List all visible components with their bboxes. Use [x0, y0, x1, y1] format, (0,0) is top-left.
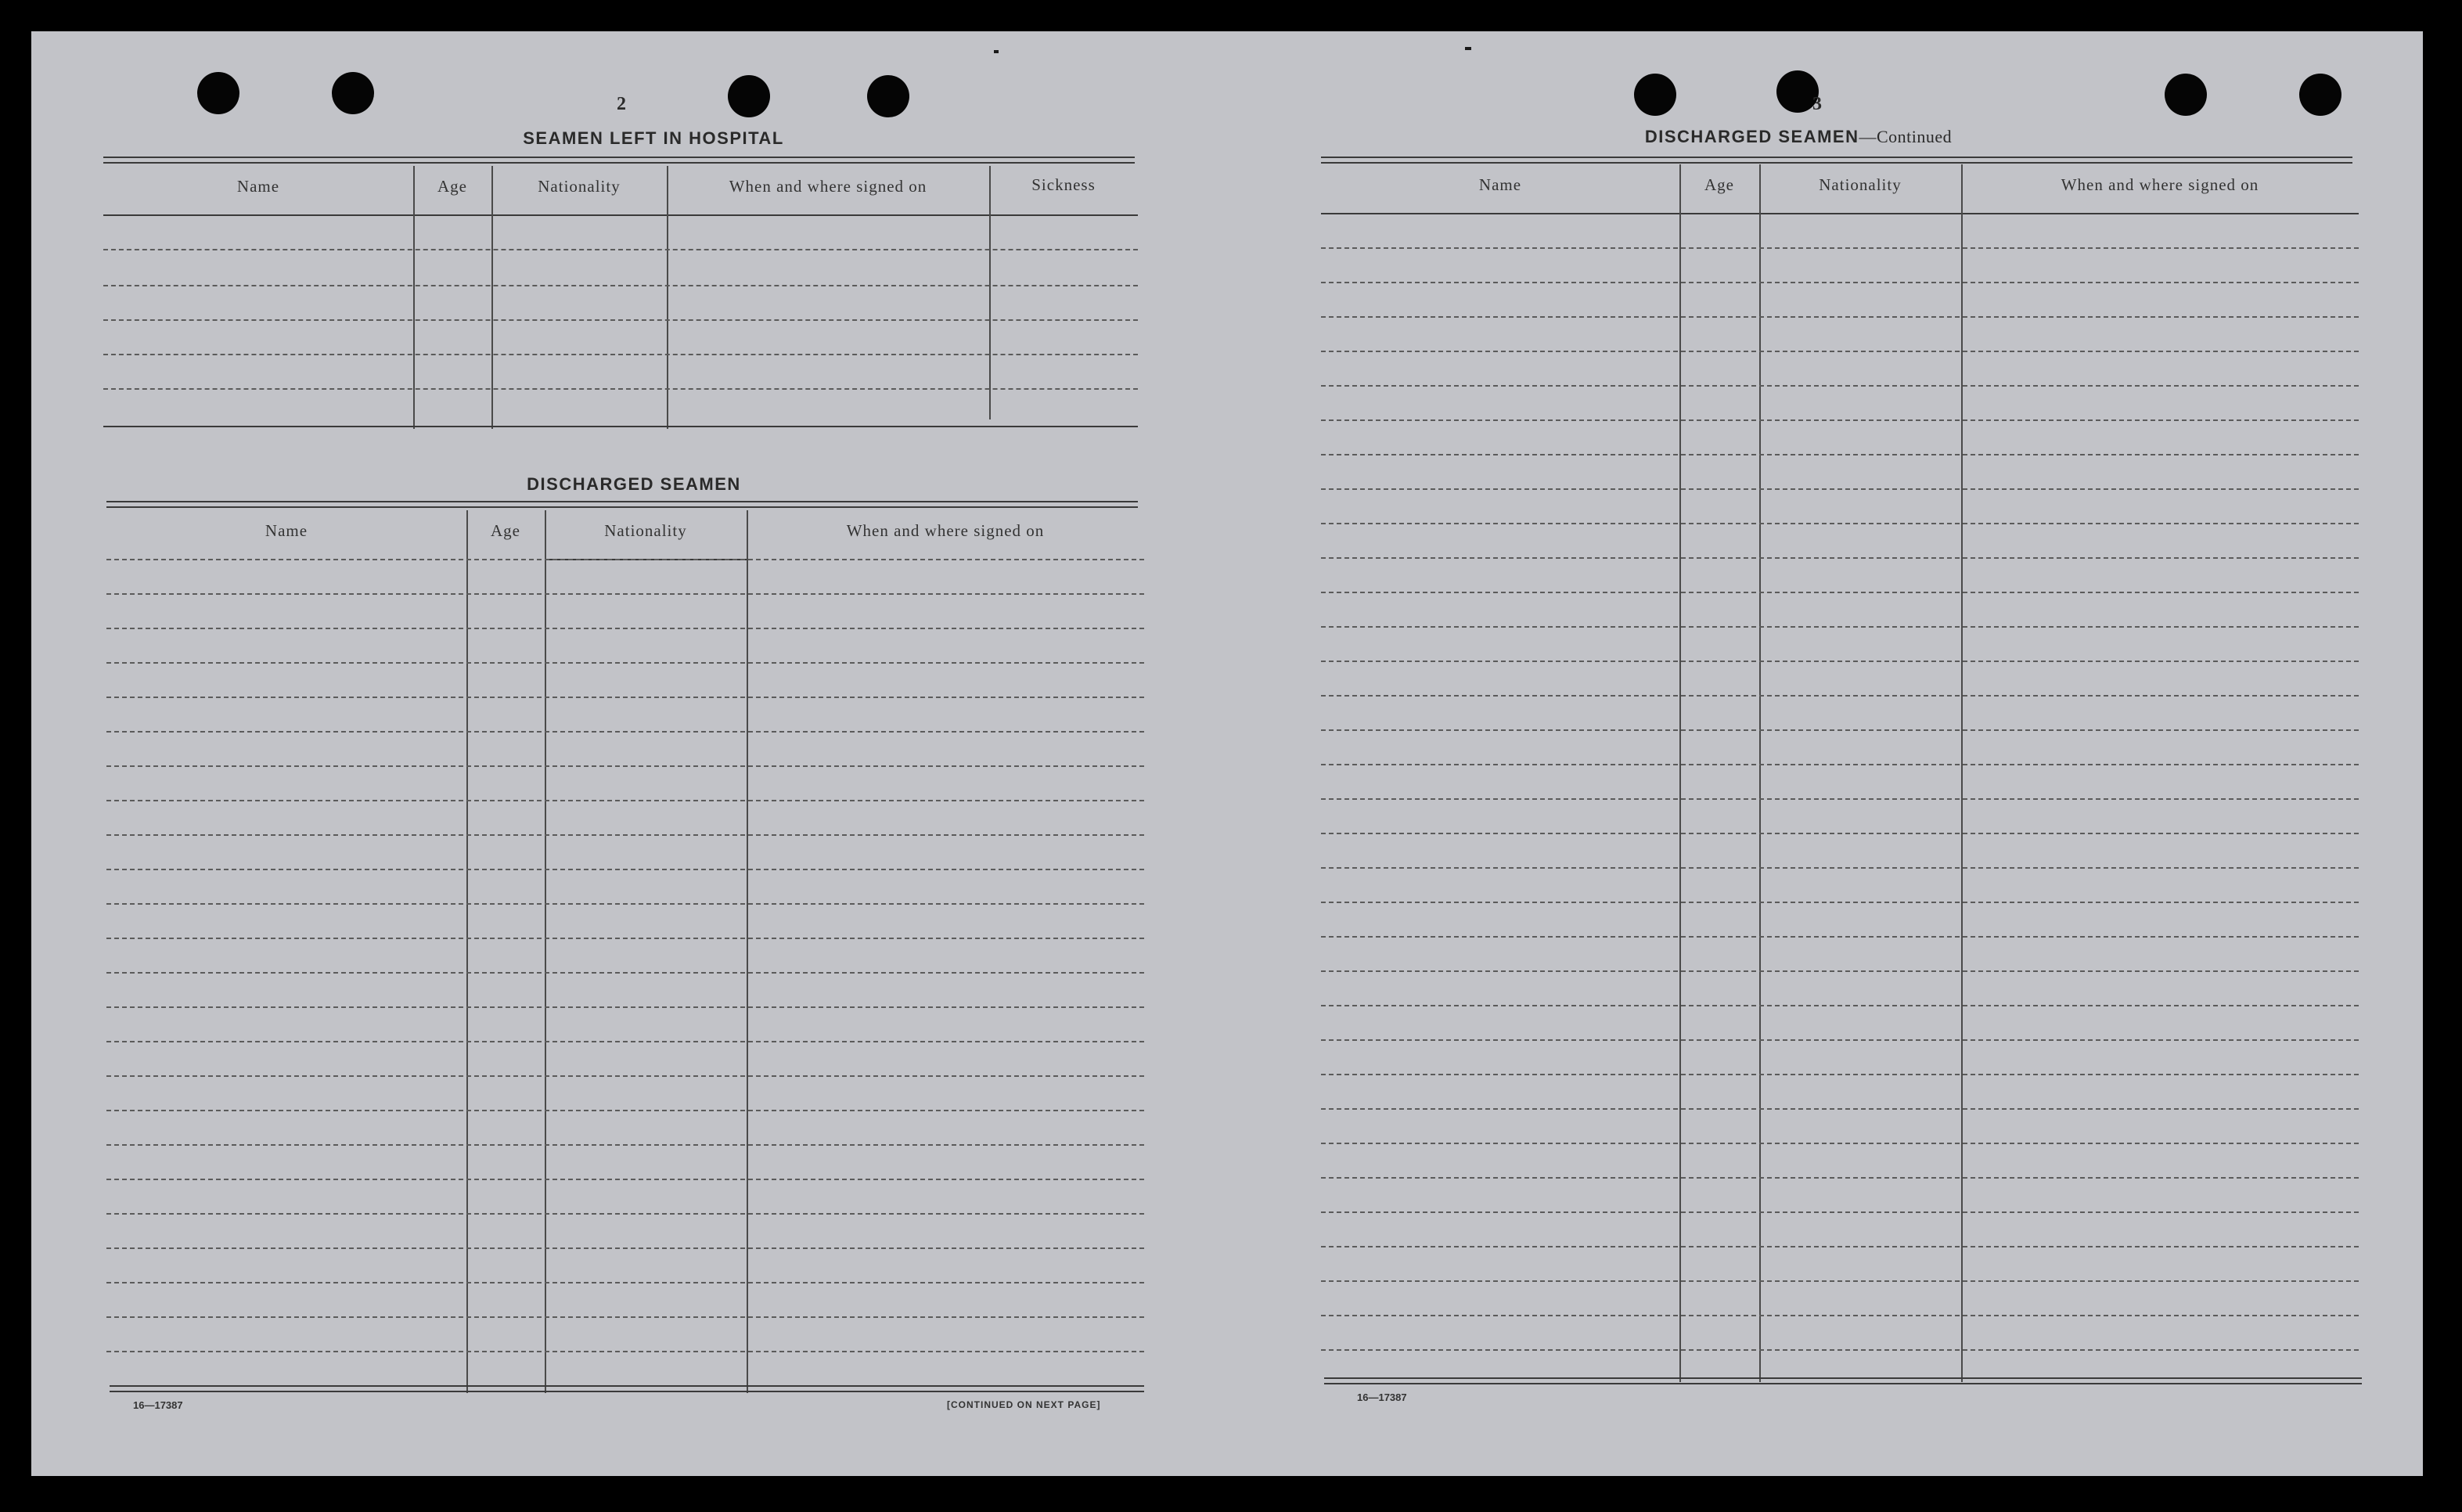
ruled-line	[106, 593, 1144, 595]
ruled-line	[106, 1179, 1144, 1180]
ruled-line	[1321, 695, 2359, 697]
ruled-line	[1321, 1315, 2359, 1316]
ruled-line	[106, 834, 1144, 836]
column-header-when-where: When and where signed on	[846, 521, 1045, 540]
bottom-double-rule	[110, 1385, 1144, 1392]
column-divider	[545, 510, 546, 1393]
column-divider	[1961, 164, 1963, 1382]
ruled-line	[106, 1144, 1144, 1146]
page-number: 2	[617, 94, 626, 114]
ruled-line	[1321, 1039, 2359, 1041]
ruled-line	[106, 938, 1144, 939]
ruled-line	[1321, 454, 2359, 455]
discharged-continued-title	[1587, 127, 2010, 147]
ruled-line	[106, 800, 1144, 801]
column-header-name: Name	[1478, 175, 1522, 194]
column-header-name: Name	[236, 177, 280, 196]
ruled-line	[1321, 557, 2359, 559]
ruled-line	[1321, 488, 2359, 490]
column-header-age: Age	[437, 177, 467, 196]
form-code: 16—17387	[1357, 1391, 1407, 1403]
ruled-line	[106, 731, 1144, 733]
column-header-nationality: Nationality	[1819, 175, 1902, 194]
title-rule	[103, 157, 1135, 164]
left-page	[31, 31, 1227, 1476]
ruled-line	[103, 249, 1138, 250]
ruled-line	[1321, 1246, 2359, 1247]
ruled-line	[106, 903, 1144, 905]
ruled-line	[1321, 1211, 2359, 1213]
form-code: 16—17387	[133, 1399, 183, 1411]
hospital-section-title: SEAMEN LEFT IN HOSPITAL	[523, 128, 784, 148]
ruled-line	[106, 628, 1144, 629]
column-divider	[1759, 164, 1761, 1382]
ruled-line	[1321, 798, 2359, 800]
ruled-line	[106, 1213, 1144, 1215]
column-header-age: Age	[1704, 175, 1734, 194]
column-divider	[989, 166, 991, 419]
ruled-line	[106, 1282, 1144, 1283]
column-header-nationality: Nationality	[538, 177, 621, 196]
ruled-line	[1321, 1074, 2359, 1075]
header-rule	[103, 214, 1138, 216]
ruled-line	[106, 662, 1144, 664]
punch-hole	[867, 75, 909, 117]
ruled-line	[1321, 351, 2359, 352]
hospital-table	[103, 166, 1138, 429]
ruled-line	[1321, 661, 2359, 662]
document-sheet	[31, 31, 2423, 1476]
ruled-line	[106, 972, 1144, 974]
discharged-section-title: DISCHARGED SEAMEN	[527, 474, 741, 494]
ruled-line	[1321, 764, 2359, 765]
column-divider	[466, 510, 468, 1393]
column-header-name: Name	[265, 521, 308, 540]
ruled-line	[103, 285, 1138, 286]
ruled-line	[1321, 316, 2359, 318]
ruled-line	[1321, 729, 2359, 731]
ruled-line	[1321, 936, 2359, 938]
ruled-line	[106, 1041, 1144, 1042]
title-main: DISCHARGED SEAMEN	[1644, 127, 1859, 146]
ruled-line	[1321, 867, 2359, 869]
discharged-continued-table	[1321, 164, 2359, 1382]
ruled-line	[1321, 523, 2359, 524]
ruled-line	[1321, 1143, 2359, 1144]
right-page	[1227, 31, 2423, 1476]
bottom-double-rule	[1324, 1377, 2362, 1384]
title-continued: —Continued	[1859, 127, 1953, 146]
continued-note: [CONTINUED ON NEXT PAGE]	[947, 1399, 1101, 1410]
title-rule	[106, 501, 1138, 508]
punch-hole	[2165, 74, 2207, 116]
punch-hole	[728, 75, 770, 117]
ruled-line	[106, 697, 1144, 698]
punch-hole	[1634, 74, 1676, 116]
ruled-line	[1321, 247, 2359, 249]
column-header-when-where: When and where signed on	[729, 177, 927, 196]
ruled-line	[1321, 1005, 2359, 1006]
ruled-line	[1321, 626, 2359, 628]
ruled-line	[1321, 970, 2359, 972]
discharged-table	[106, 510, 1144, 1393]
table-bottom-rule	[103, 426, 1138, 427]
ruled-line	[103, 388, 1138, 390]
ruled-line	[1321, 902, 2359, 903]
ruled-line	[1321, 592, 2359, 593]
header-rule	[1321, 213, 2359, 214]
title-rule	[1321, 157, 2352, 164]
column-divider	[1679, 164, 1681, 1382]
column-header-sickness: Sickness	[1031, 175, 1096, 194]
column-header-nationality: Nationality	[604, 521, 687, 540]
punch-hole	[197, 72, 239, 114]
page-number: 3	[1812, 94, 1822, 114]
punch-hole	[332, 72, 374, 114]
column-header-when-where: When and where signed on	[2061, 175, 2259, 194]
ruled-line	[1321, 1177, 2359, 1179]
ruled-line	[106, 1006, 1144, 1008]
ruled-line	[103, 354, 1138, 355]
ruled-line	[106, 1316, 1144, 1318]
ruled-line	[106, 1075, 1144, 1077]
ink-speck	[1465, 47, 1471, 50]
ruled-line	[106, 869, 1144, 870]
ruled-line	[1321, 385, 2359, 387]
ruled-line	[106, 559, 1144, 560]
ruled-line	[1321, 1108, 2359, 1110]
ink-speck	[994, 50, 999, 53]
ruled-line	[106, 765, 1144, 767]
ruled-line	[1321, 1280, 2359, 1282]
ruled-line	[1321, 1349, 2359, 1351]
column-divider	[747, 510, 748, 1393]
ruled-line	[1321, 282, 2359, 283]
column-header-age: Age	[491, 521, 520, 540]
ruled-line	[106, 1110, 1144, 1111]
ruled-line	[103, 319, 1138, 321]
ruled-line	[1321, 833, 2359, 834]
punch-hole	[2299, 74, 2341, 116]
ruled-line	[106, 1351, 1144, 1352]
ruled-line	[1321, 419, 2359, 421]
ruled-line	[106, 1247, 1144, 1249]
